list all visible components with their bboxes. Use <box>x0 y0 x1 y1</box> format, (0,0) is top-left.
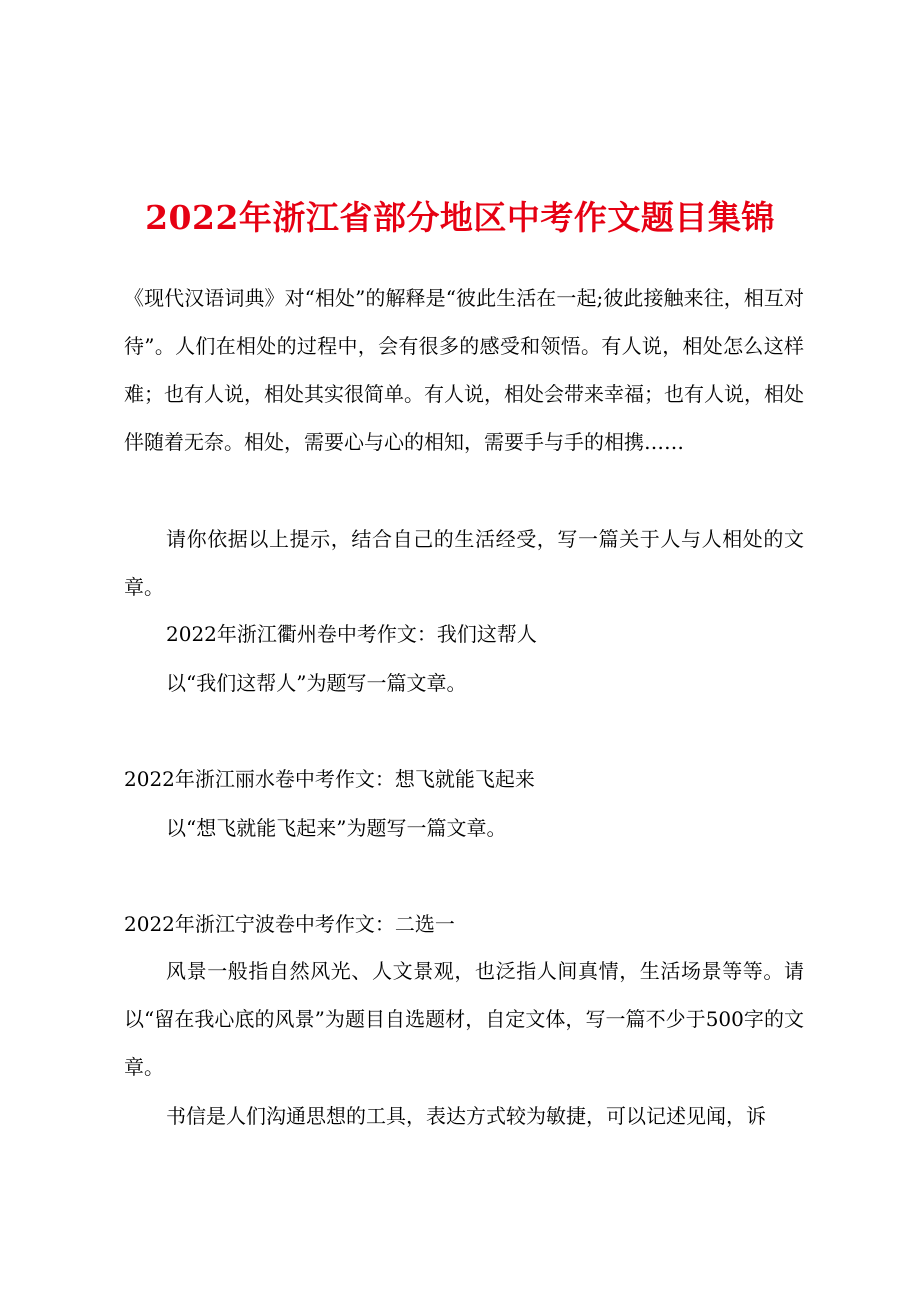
intro-paragraph: 《现代汉语词典》对“相处”的解释是“彼此生活在一起;彼此接触来往，相互对待”。人们在相处的过程中，会有很多的感受和领悟。有人说，相处怎么这样难；也有人说，相处其实很简单。有人说，相处会带来幸福；也有人说，相处伴随着无奈。相处，需要心与心的相知，需要手与手的相携…… <box>124 286 804 454</box>
section-body-ningbo-letter: 书信是人们沟通思想的工具，表达方式较为敏捷，可以记述见闻，诉 <box>166 1104 766 1128</box>
section-heading-lishui: 2022年浙江丽水卷中考作文：想飞就能飞起来 <box>124 767 535 791</box>
section-body-lishui: 以“想飞就能飞起来”为题写一篇文章。 <box>166 816 507 840</box>
section-heading-quzhou: 2022年浙江衢州卷中考作文：我们这帮人 <box>166 622 537 646</box>
section-body-quzhou: 以“我们这帮人”为题写一篇文章。 <box>166 671 467 695</box>
document-title: 2022年浙江省部分地区中考作文题目集锦 <box>145 198 775 237</box>
section-heading-ningbo: 2022年浙江宁波卷中考作文：二选一 <box>124 912 455 936</box>
section-body-ningbo: 风景一般指自然风光、人文景观，也泛指人间真情，生活场景等等。请以“留在我心底的风景”为题目自选题材，自定文体，写一篇不少于500字的文章。 <box>124 959 804 1079</box>
prompt-paragraph: 请你依据以上提示，结合自己的生活经受，写一篇关于人与人相处的文章。 <box>124 527 804 599</box>
